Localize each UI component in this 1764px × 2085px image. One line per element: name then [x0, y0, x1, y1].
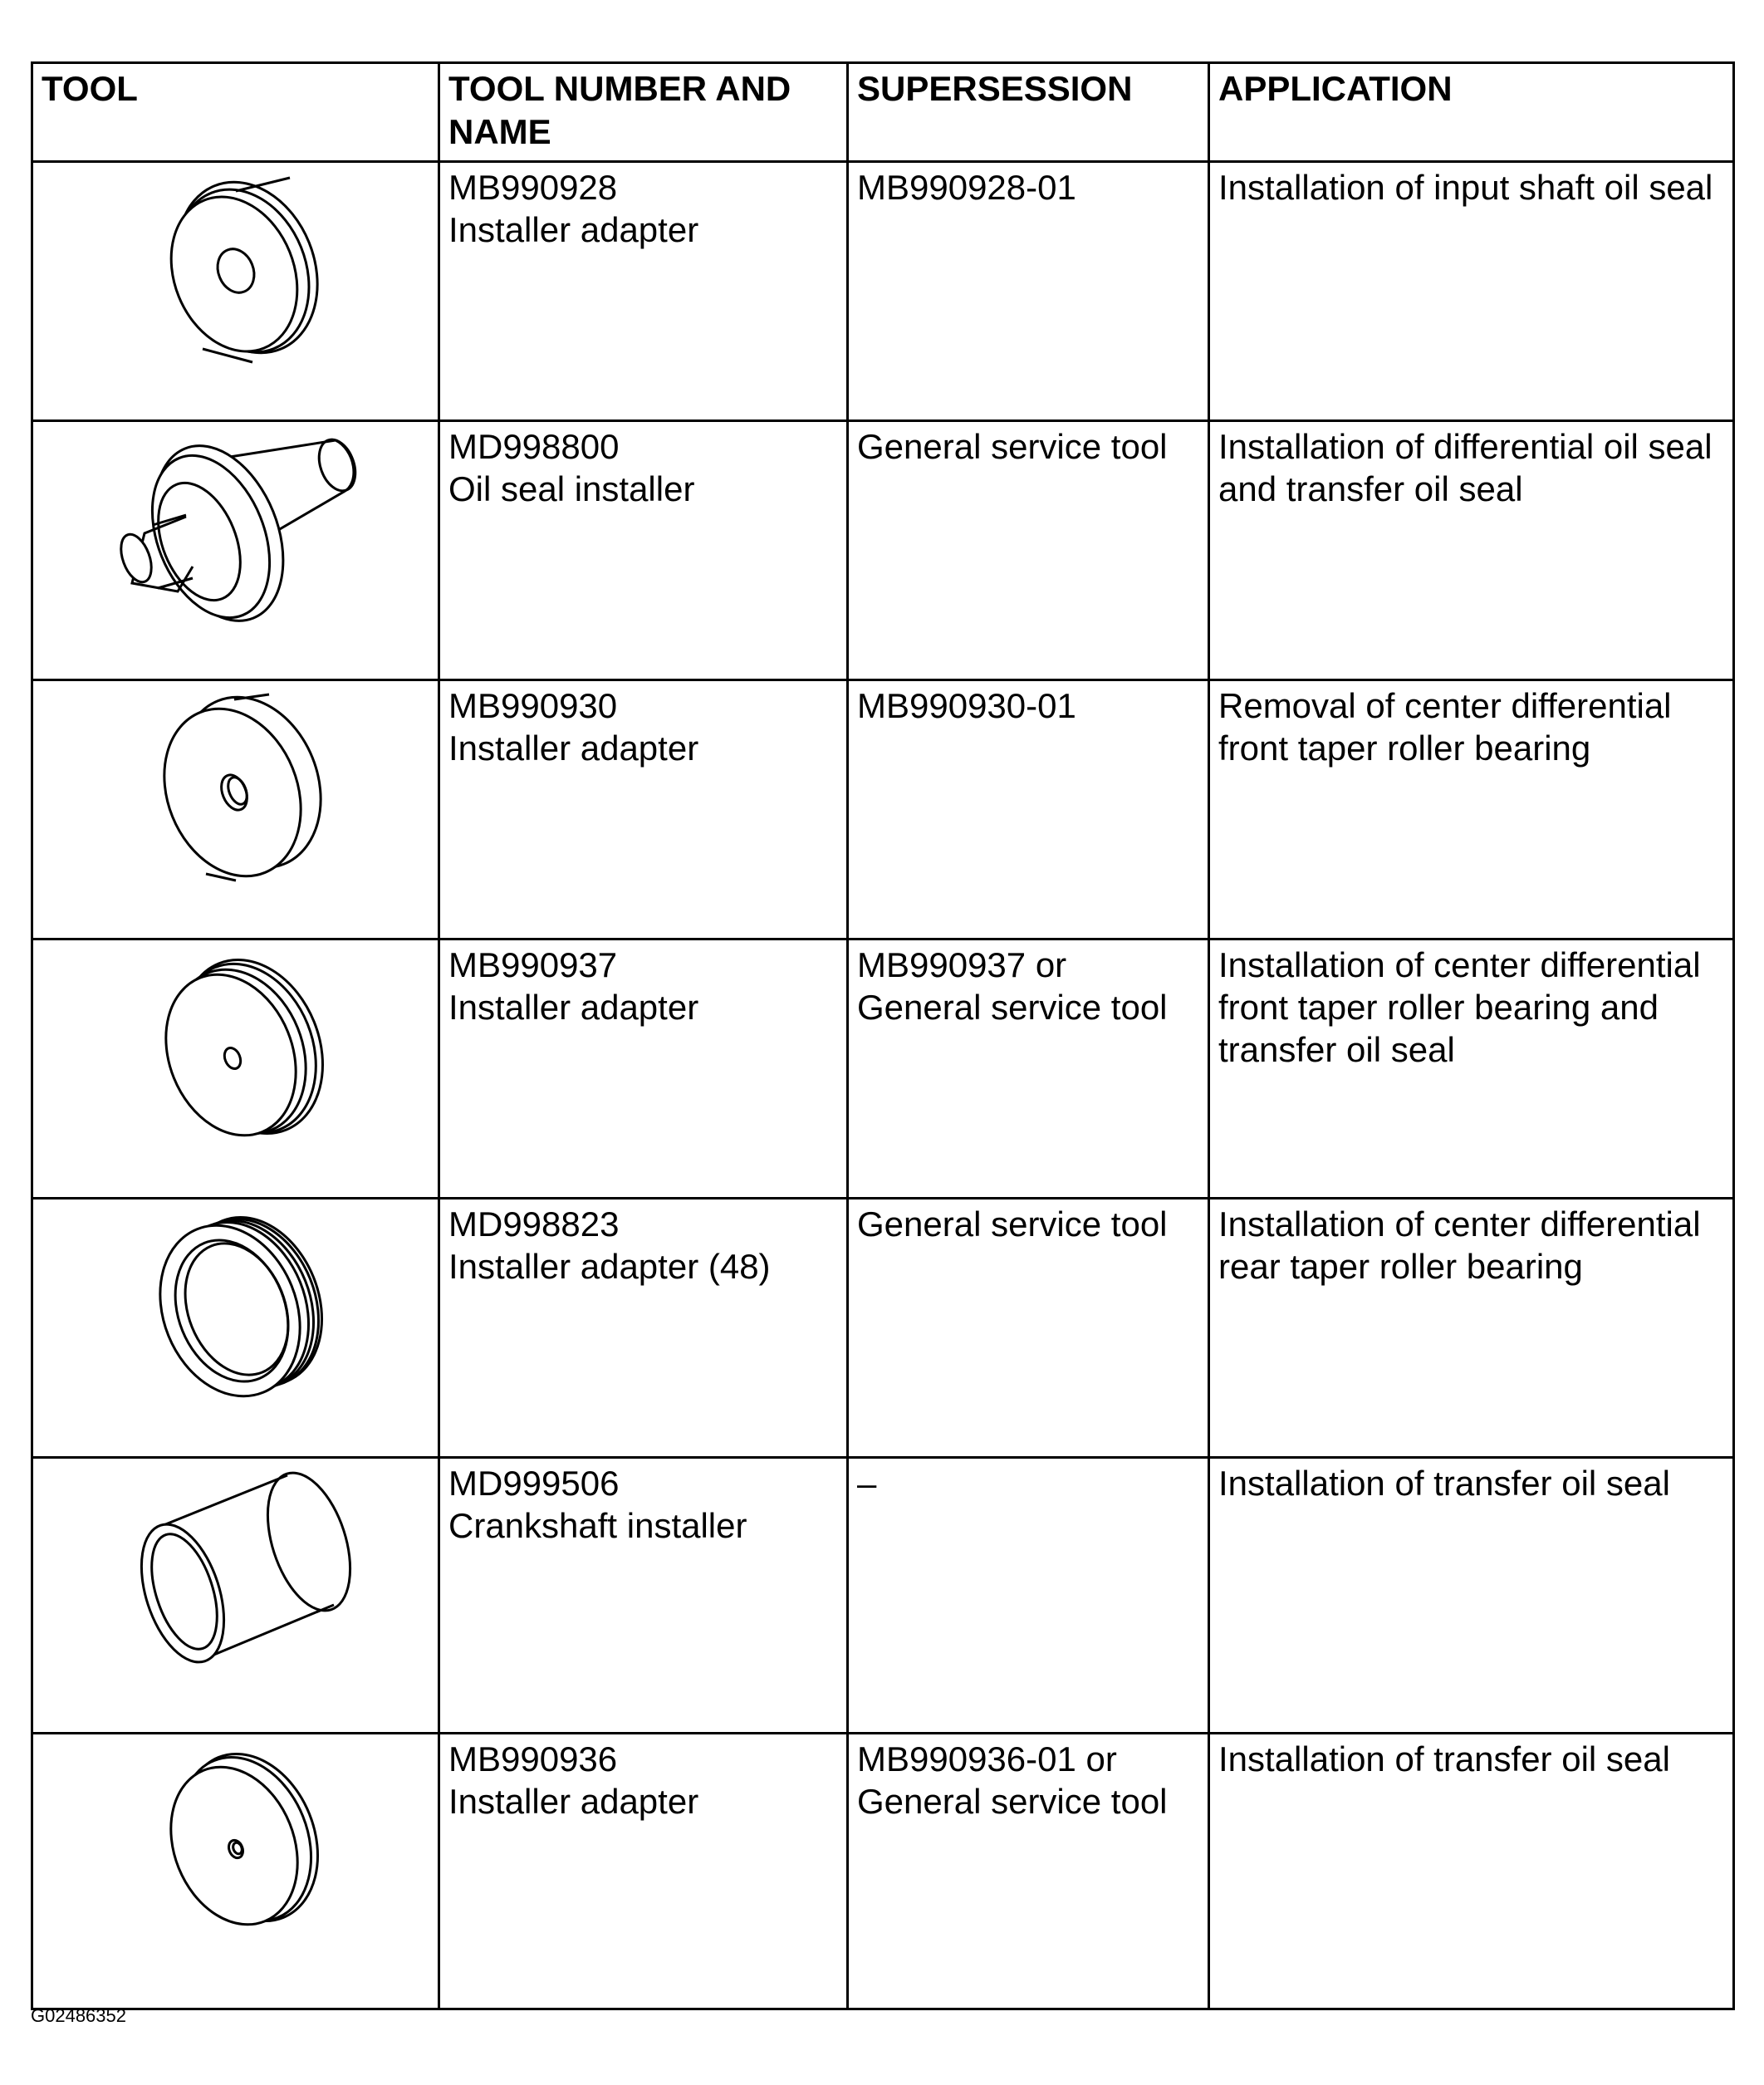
tool-number-name-cell — [439, 1199, 848, 1458]
tool-image-cell — [32, 1734, 439, 2009]
tool-number: MB990936 — [448, 1739, 618, 1778]
tool-number-name-cell — [439, 421, 848, 680]
table-row — [32, 939, 1734, 1199]
tool-number-name-cell — [439, 1734, 848, 2009]
application-cell: Installation of transfer oil seal — [1209, 1458, 1734, 1734]
disc-adapter-icon — [136, 166, 336, 365]
header-application: APPLICATION — [1209, 63, 1734, 162]
tool-number: MB990937 — [448, 945, 618, 984]
supersession-cell: MB990936-01 or General service tool — [848, 1734, 1209, 2009]
tool-number-name-cell — [439, 680, 848, 939]
tool-image-cell — [32, 680, 439, 939]
small-disc-adapter-icon — [136, 1738, 336, 1945]
figure-id: G02486352 — [31, 2005, 126, 2026]
application-cell: Installation of center differential front taper roller bearing and transfer oil seal — [1209, 939, 1734, 1199]
tool-name: Installer adapter — [448, 988, 699, 1027]
tool-number: MB990928 — [448, 168, 618, 207]
tool-image-cell — [32, 939, 439, 1199]
header-tool: TOOL — [32, 63, 439, 162]
tool-image-cell — [32, 1199, 439, 1458]
flat-disc-adapter-icon — [136, 684, 336, 884]
supersession-cell: MB990928-01 — [848, 162, 1209, 421]
oil-seal-installer-icon — [95, 425, 377, 641]
ring-adapter-icon — [132, 1203, 340, 1410]
cylinder-installer-icon — [103, 1462, 369, 1670]
application-cell: Installation of center differential rear taper roller bearing — [1209, 1199, 1734, 1458]
special-tools-table — [31, 61, 1735, 2010]
tool-number: MD998823 — [448, 1204, 620, 1244]
table-row — [32, 1458, 1734, 1734]
table-row — [32, 680, 1734, 939]
tool-number-name-cell — [439, 939, 848, 1199]
tool-number: MD998800 — [448, 427, 620, 466]
tool-image-cell — [32, 162, 439, 421]
supersession-cell: – — [848, 1458, 1209, 1734]
tool-name: Installer adapter — [448, 210, 699, 249]
table-row — [32, 162, 1734, 421]
tool-name: Installer adapter (48) — [448, 1247, 771, 1286]
table-row — [32, 1734, 1734, 2009]
supersession-cell: MB990937 or General service tool — [848, 939, 1209, 1199]
supersession-cell: General service tool — [848, 1199, 1209, 1458]
tool-name: Crankshaft installer — [448, 1506, 747, 1545]
application-cell: Removal of center differential front taper roller bearing — [1209, 680, 1734, 939]
application-cell: Installation of differential oil seal and transfer oil seal — [1209, 421, 1734, 680]
tool-name: Installer adapter — [448, 729, 699, 768]
tool-name: Oil seal installer — [448, 469, 695, 508]
tool-name: Installer adapter — [448, 1782, 699, 1821]
application-cell: Installation of transfer oil seal — [1209, 1734, 1734, 2009]
tool-image-cell — [32, 421, 439, 680]
table-header-row — [32, 63, 1734, 162]
tool-image-cell — [32, 1458, 439, 1734]
header-supersession: SUPERSESSION — [848, 63, 1209, 162]
supersession-cell: General service tool — [848, 421, 1209, 680]
tool-number: MB990930 — [448, 686, 618, 725]
table-row — [32, 1199, 1734, 1458]
table-row — [32, 421, 1734, 680]
tool-number-name-cell — [439, 162, 848, 421]
supersession-cell: MB990930-01 — [848, 680, 1209, 939]
stepped-disc-adapter-icon — [136, 944, 336, 1151]
header-tool-number-and-name: TOOL NUMBER AND NAME — [439, 63, 848, 162]
tool-number: MD999506 — [448, 1464, 620, 1503]
application-cell: Installation of input shaft oil seal — [1209, 162, 1734, 421]
tool-number-name-cell — [439, 1458, 848, 1734]
